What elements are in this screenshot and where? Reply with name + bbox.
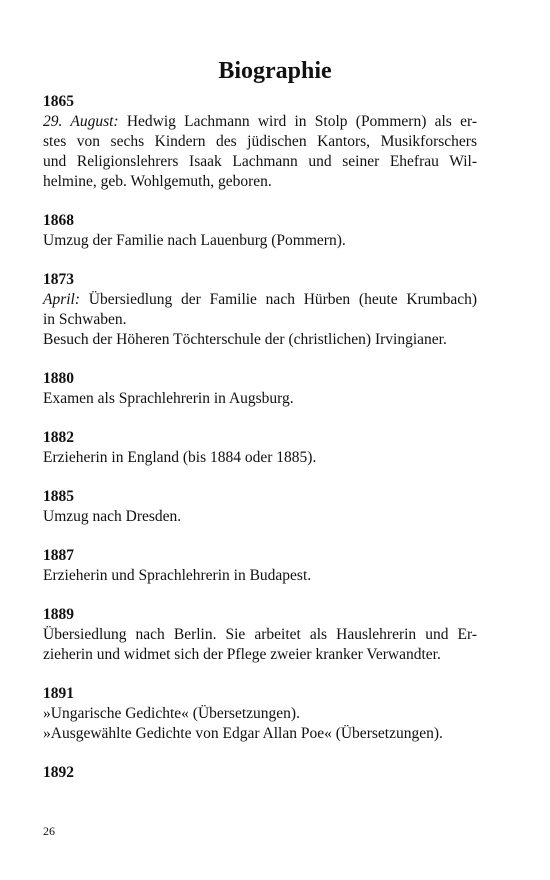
entry-year: 1868 [43, 212, 74, 229]
entry-text-line [43, 112, 477, 132]
entry-year: 1889 [43, 606, 74, 623]
entry-text-line [43, 330, 477, 350]
entry-date-label: April: [43, 291, 81, 308]
entry-text-line [43, 704, 477, 724]
entry-text-line [43, 625, 477, 645]
entry-year: 1887 [43, 547, 74, 564]
biography-entry [43, 546, 477, 586]
entry-year: 1880 [43, 370, 74, 387]
page-title: Biographie [218, 58, 332, 84]
entry-year: 1891 [43, 685, 74, 702]
entry-year: 1873 [43, 271, 74, 288]
entry-text: Übersiedlung nach Berlin. Sie arbeitet als Hauslehrerin und Er- [43, 626, 477, 643]
biography-entry [43, 428, 477, 468]
entry-text: Umzug nach Dresden. [43, 508, 182, 525]
entry-text: »Ausgewählte Gedichte von Edgar Allan Poe« (Übersetzungen). [43, 725, 443, 742]
entry-text: Übersiedlung der Familie nach Hürben (heute Krumbach) [80, 291, 477, 308]
entry-year: 1865 [43, 93, 74, 110]
entry-text: Erzieherin in England (bis 1884 oder 1885). [43, 449, 317, 466]
entry-text: Erzieherin und Sprachlehrerin in Budapest. [43, 567, 312, 584]
entry-date-label: 29. August: [43, 113, 119, 130]
entry-text: und Religionslehrers Isaak Lachmann und seiner Ehefrau Wil- [43, 153, 477, 170]
biography-entry [43, 92, 477, 192]
entry-text-line [43, 507, 477, 527]
biography-entry [43, 605, 477, 665]
entry-text: Hedwig Lachmann wird in Stolp (Pommern) als er- [118, 113, 477, 130]
entry-text-line [43, 290, 477, 310]
entry-year: 1892 [43, 764, 74, 781]
entry-text-line [43, 724, 477, 744]
entry-text: stes von sechs Kindern des jüdischen Kantors, Musikforschers [43, 133, 477, 150]
biography-entry [43, 763, 477, 783]
biography-entry [43, 369, 477, 409]
entry-text: zieherin und widmet sich der Pflege zweier kranker Verwandter. [43, 646, 441, 663]
biography-entries [43, 92, 477, 802]
biography-entry [43, 684, 477, 744]
entry-text-line [43, 132, 477, 152]
entry-text-line [43, 645, 477, 665]
entry-text-line [43, 389, 477, 409]
biography-entry [43, 211, 477, 251]
entry-text-line [43, 448, 477, 468]
entry-text: helmine, geb. Wohlgemuth, geboren. [43, 173, 272, 190]
entry-text-line [43, 172, 477, 192]
entry-year: 1885 [43, 488, 74, 505]
entry-text-line [43, 566, 477, 586]
entry-text-line [43, 231, 477, 251]
entry-text: in Schwaben. [43, 311, 127, 328]
entry-text: »Ungarische Gedichte« (Übersetzungen). [43, 705, 300, 722]
entry-text: Examen als Sprachlehrerin in Augsburg. [43, 390, 294, 407]
entry-text-line [43, 310, 477, 330]
page-number: 26 [43, 824, 55, 838]
biography-entry [43, 487, 477, 527]
entry-year: 1882 [43, 429, 74, 446]
entry-text: Besuch der Höheren Töchterschule der (christlichen) Irvingianer. [43, 331, 447, 348]
entry-text: Umzug der Familie nach Lauenburg (Pommern). [43, 232, 346, 249]
entry-text-line [43, 152, 477, 172]
biography-entry [43, 270, 477, 350]
